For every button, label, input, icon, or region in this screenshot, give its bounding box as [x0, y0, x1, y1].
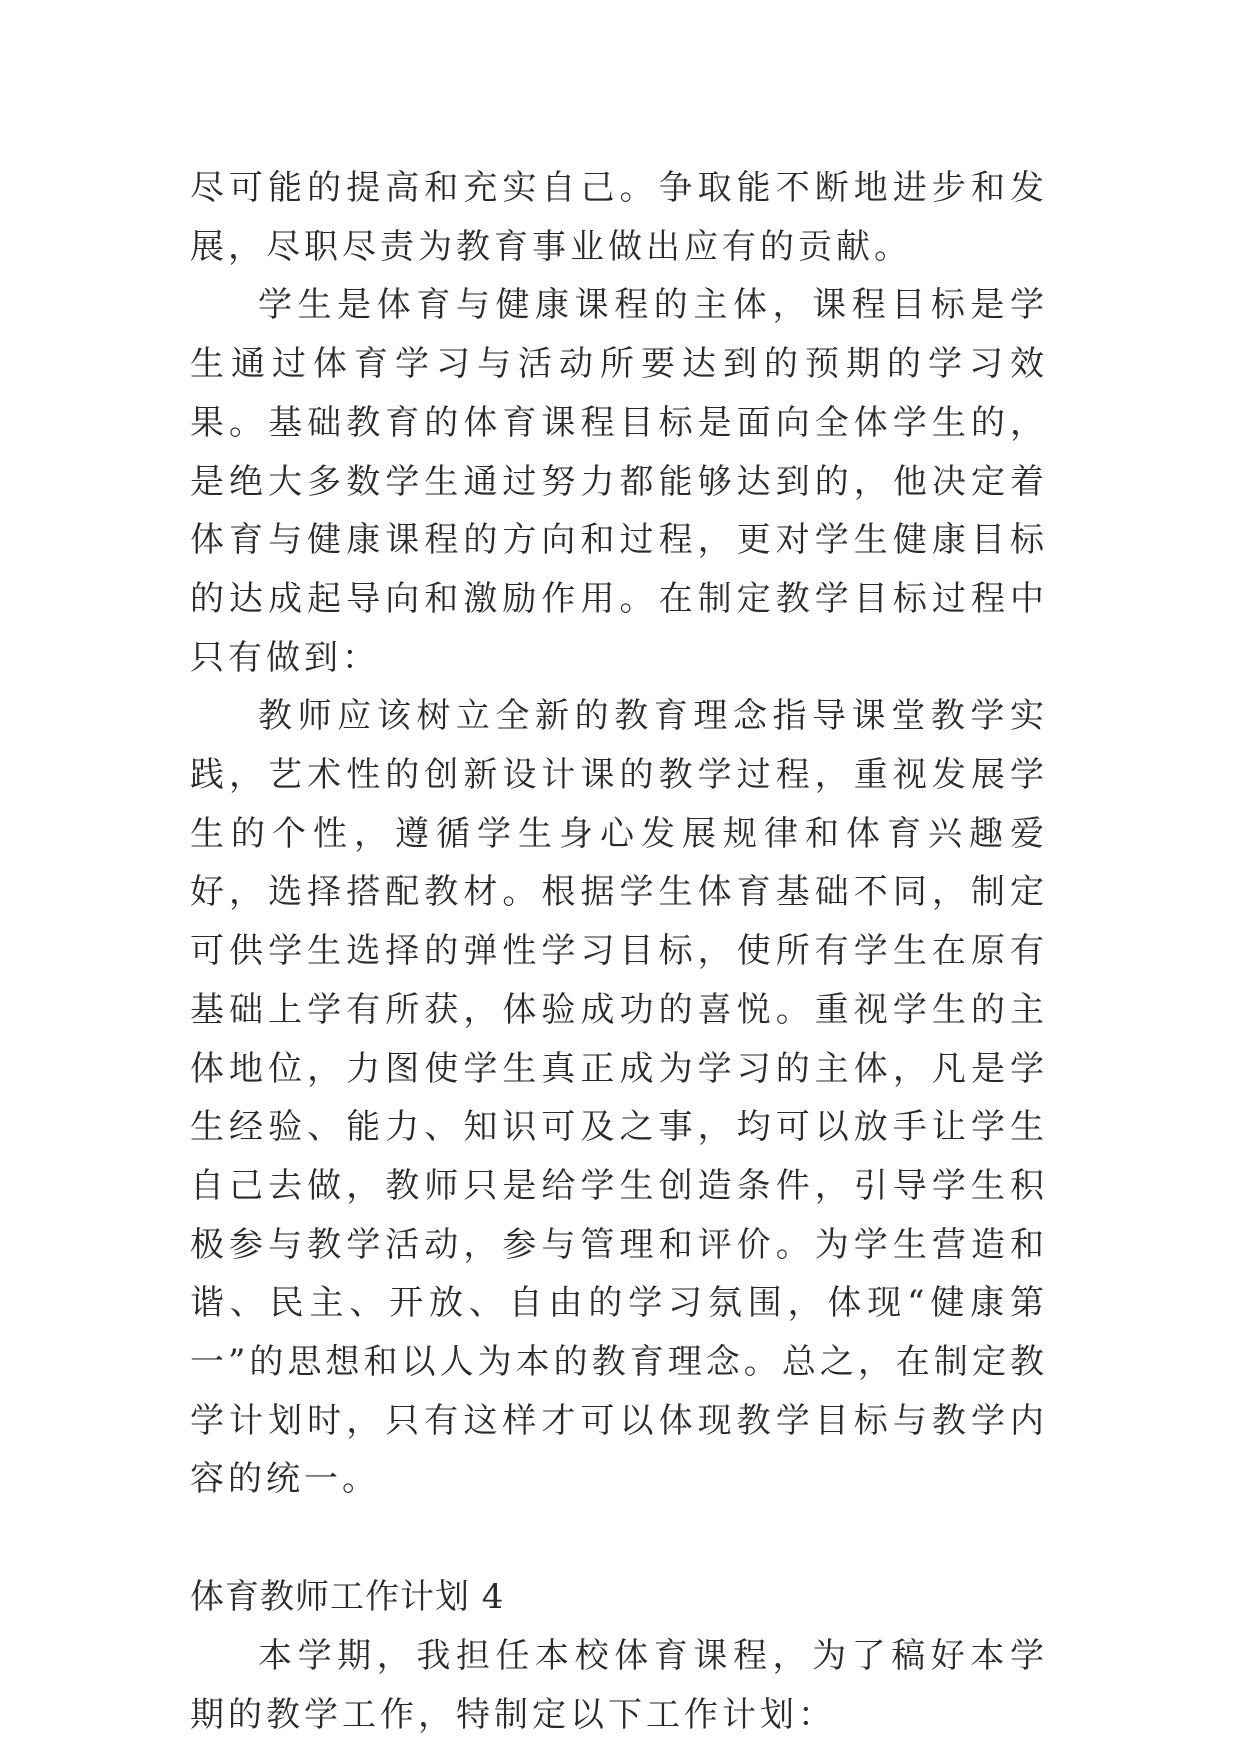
- paragraph: 尽可能的提高和充实自己。争取能不断地进步和发展，尽职尽责为教育事业做出应有的贡献。: [190, 168, 1048, 267]
- paragraph: 本学期，我担任本校体育课程，为了稿好本学期的教学工作，特制定以下工作计划：: [190, 1635, 1048, 1735]
- paragraph: 教师应该树立全新的教育理念指导课堂教学实践，艺术性的创新设计课的教学过程，重视发展学生的个性，遵循学生身心发展规律和体育兴趣爱好，选择搭配教材。根据学生体育基础不同，制定可供学生选择的弹性学习目标，使所有学生在原有基础上学有所获，体验成功的喜悦。重视学生的主体地位，力图使学生真正成为学习的主体，凡是学生经验、能力、知识可及之事，均可以放手让学生自己去做，教师只是给学生创造条件，引导学生积极参与教学活动，参与管理和评价。为学生营造和谐、民主、开放、自由的学习氛围，体现“健康第一”的思想和以人为本的教育理念。总之，在制定教学计划时，只有这样才可以体现教学目标与教学内容的统一。: [190, 696, 1048, 1500]
- section-heading: 体育教师工作计划 4: [190, 1577, 505, 1618]
- document-body: [190, 159, 1048, 1744]
- paragraph: 学生是体育与健康课程的主体，课程目标是学生通过体育学习与活动所要达到的预期的学习效果。基础教育的体育课程目标是面向全体学生的，是绝大多数学生通过努力都能够达到的，他决定着体育与健康课程的方向和过程，更对学生健康目标的达成起导向和激励作用。在制定教学目标过程中只有做到：: [190, 285, 1048, 678]
